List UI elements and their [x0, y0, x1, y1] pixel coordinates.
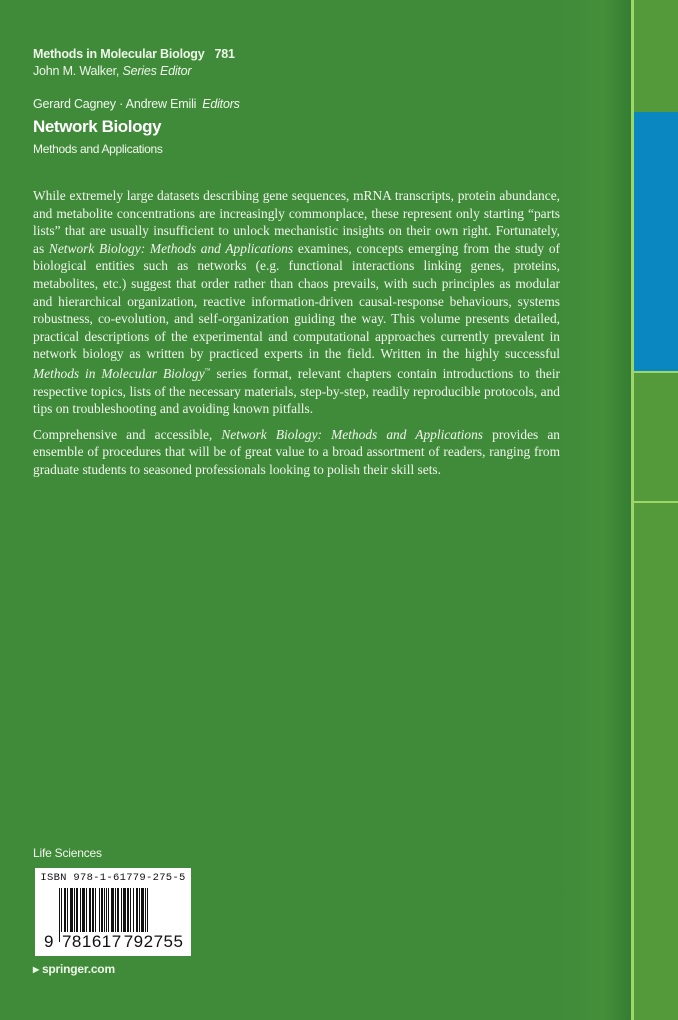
spine-shade: [560, 0, 632, 1020]
volume-editors: [33, 96, 240, 113]
spine-line: [631, 0, 634, 1020]
category-label: Life Sciences: [33, 846, 102, 860]
barcode-digit-prefix: 9: [44, 932, 54, 951]
blurb: [33, 187, 560, 487]
blurb-series-title: Methods in Molecular Biology: [33, 365, 205, 381]
blue-band: [634, 112, 678, 371]
spine-divider: [634, 371, 678, 373]
publisher-url: springer.com: [41, 962, 115, 976]
isbn-text: ISBN 978-1-61779-275-5: [40, 872, 186, 884]
blurb-text: Comprehensive and accessible,: [33, 426, 222, 442]
book-subtitle: Methods and Applications: [33, 142, 163, 156]
barcode-digit-right: 792755: [123, 932, 184, 951]
barcode-digit-left: 781617: [61, 932, 122, 951]
editor-role: Editors: [202, 97, 240, 111]
blurb-book-title: Network Biology: Methods and Applications: [221, 426, 483, 442]
blurb-book-title: Network Biology: Methods and Applications: [48, 240, 294, 256]
spine-divider: [634, 501, 678, 503]
book-title: Network Biology: [33, 117, 162, 136]
trademark-symbol: ™: [204, 367, 211, 374]
series-editor-name: John M. Walker,: [33, 64, 120, 78]
blurb-paragraph-1: [33, 187, 560, 418]
series-number: 781: [214, 47, 235, 61]
publisher-link[interactable]: [33, 962, 115, 976]
blurb-paragraph-2: [33, 426, 560, 479]
barcode-digits: [43, 932, 184, 952]
editor-names: Gerard Cagney · Andrew Emili: [33, 97, 197, 111]
isbn-barcode: [35, 868, 191, 956]
series-title: Methods in Molecular Biology: [33, 47, 205, 61]
blurb-text: provides an ensemble of procedures that will be of great value to a broad assortment of readers, ranging from graduate students to seasoned professionals looking to polish their skill sets.: [33, 426, 560, 477]
series-info: [33, 46, 235, 80]
blurb-text: While extremely large datasets describing gene sequences, mRNA transcripts, protein abundance, and metabolite concentrations are increasingly commonplace, these represent only starting “parts lists” that are usually insufficient to unlock mechanistic insights on their own right. Fortunately, as: [33, 188, 560, 256]
blurb-text: examines, concepts emerging from the study of biological entities such as networks (e.g. functional interactions linking genes, proteins, metabolites, etc.) suggest that order rather than chaos prevails, with such principles as modular and hierarchical organization, reactive information-driven causal-response behaviours, systems robustness, co-evolution, and self-organization guiding the way. This volume presents detailed, practical descriptions of the experimental and computational approaches currently prevalent in network biology as written by practiced experts in the field. Written in the highly successful: [33, 240, 560, 362]
triangle-right-icon: ▶: [33, 965, 39, 974]
blurb-text: series format, relevant chapters contain introductions to their respective topics, lists of the necessary materials, step-by-step, readily reproducible protocols, and tips on troubleshooting and avoiding known pitfalls.: [33, 365, 560, 417]
series-editor-role: Series Editor: [122, 64, 192, 78]
